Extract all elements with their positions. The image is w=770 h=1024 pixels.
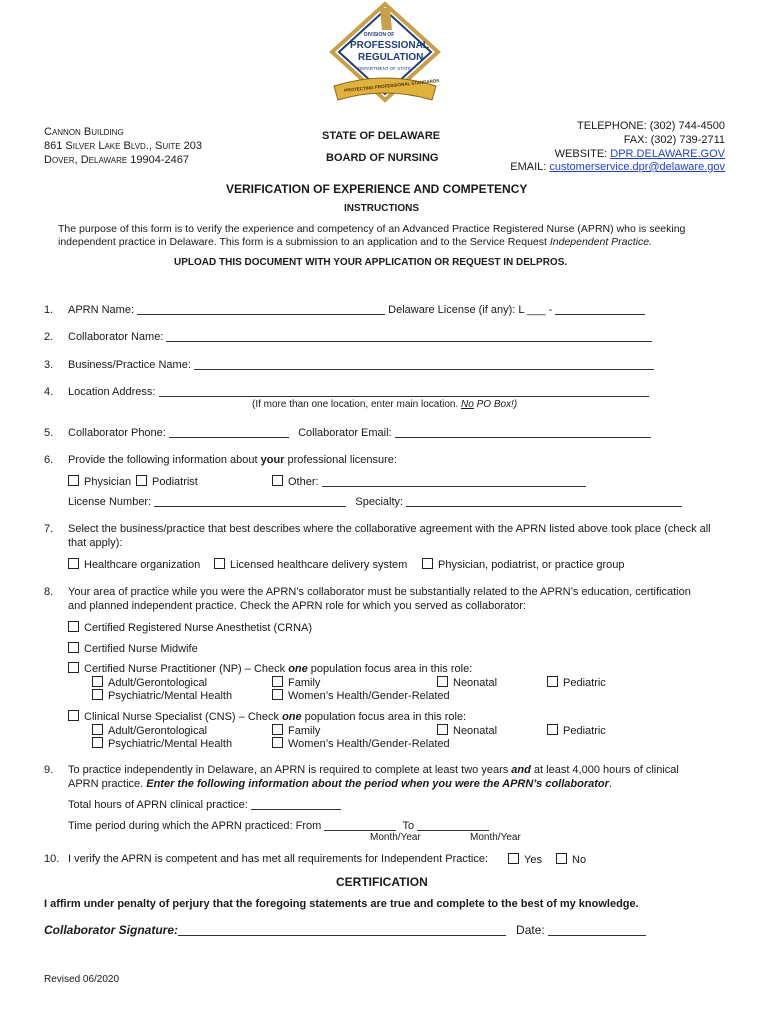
website-label: WEBSITE: xyxy=(554,148,611,160)
from-field[interactable] xyxy=(324,820,396,831)
cns-label-b: population focus area in this role: xyxy=(301,711,467,723)
website xyxy=(555,148,725,160)
q9-line2 xyxy=(68,778,612,790)
email xyxy=(510,161,725,173)
np-psych-label: Psychiatric/Mental Health xyxy=(108,690,233,702)
certification-statement: I affirm under penalty of perjury that the foregoing statements are true and complete to the best of my knowledge. xyxy=(44,898,639,910)
q8-line1: Your area of practice while you were the APRN’s collaborator must be substantially related to the APRN’s education, certification xyxy=(68,586,691,598)
cns-checkbox[interactable] xyxy=(68,710,79,721)
license-number-field[interactable] xyxy=(154,496,346,507)
address-city: Dover, Delaware 19904-2467 xyxy=(44,154,189,166)
q3-row xyxy=(68,359,654,371)
logo-ribbon: PROTECTING PROFESSIONAL STANDARDS xyxy=(343,78,440,93)
q9-line1-a: To practice independently in Delaware, an APRN is required to complete at least two years xyxy=(68,764,512,776)
q8-number: 8. xyxy=(44,586,54,598)
to-label: To xyxy=(402,820,415,832)
instructions-line2-italic: Independent Practice. xyxy=(549,236,652,248)
np-pediatric-option[interactable] xyxy=(547,676,606,689)
q6-license-row xyxy=(68,496,682,508)
location-note xyxy=(252,399,517,410)
collaborator-email-label: Collaborator Email: xyxy=(298,427,392,439)
licensed-system-option[interactable] xyxy=(214,558,407,571)
email-link[interactable]: customerservice.dpr@delaware.gov xyxy=(549,161,725,173)
cns-family-option[interactable] xyxy=(272,724,320,737)
np-pediatric-checkbox[interactable] xyxy=(547,676,558,687)
location-note-b: PO Box!) xyxy=(473,399,518,410)
crna-option[interactable] xyxy=(68,621,312,634)
midwife-option[interactable] xyxy=(68,642,198,655)
certification-heading: CERTIFICATION xyxy=(336,875,428,889)
np-label-a: Certified Nurse Practitioner (NP) – Check xyxy=(84,663,289,675)
physician-label: Physician xyxy=(84,476,132,488)
logo-top-text: DIVISION OF xyxy=(364,32,395,38)
q4-number: 4. xyxy=(44,386,54,398)
other-checkbox[interactable] xyxy=(272,475,283,486)
q9-number: 9. xyxy=(44,764,54,776)
other-field[interactable] xyxy=(322,476,586,487)
cns-womens-label: Women’s Health/Gender-Related xyxy=(288,738,450,750)
licensed-system-checkbox[interactable] xyxy=(214,558,225,569)
location-note-a: (If more than one location, enter main location. xyxy=(252,399,462,410)
crna-checkbox[interactable] xyxy=(68,621,79,632)
aprn-name-label: APRN Name: xyxy=(68,304,135,316)
np-pediatric-label: Pediatric xyxy=(563,677,606,689)
instructions-line2-text: independent practice in Delaware. This form is a submission to an application and to the Service Request xyxy=(58,236,550,248)
q2-row xyxy=(68,331,652,343)
collaborator-email-field[interactable] xyxy=(395,427,651,438)
yes-option[interactable] xyxy=(508,853,542,866)
np-womens-label: Women’s Health/Gender-Related xyxy=(288,690,450,702)
q10-row xyxy=(68,853,488,865)
cns-adult-label: Adult/Gerontological xyxy=(108,725,208,737)
q10-number: 10. xyxy=(44,853,60,865)
instructions-line1: The purpose of this form is to verify the experience and competency of an Advanced Practice Registered Nurse (APRN) who is seeking xyxy=(58,223,686,235)
address-street: 861 Silver Lake Blvd., Suite 203 xyxy=(44,140,202,152)
q2-number: 2. xyxy=(44,331,54,343)
yes-label: Yes xyxy=(524,854,542,866)
cns-psych-label: Psychiatric/Mental Health xyxy=(108,738,233,750)
no-checkbox[interactable] xyxy=(556,853,567,864)
cns-psych-checkbox[interactable] xyxy=(92,737,103,748)
np-neonatal-label: Neonatal xyxy=(453,677,498,689)
practice-group-checkbox[interactable] xyxy=(422,558,433,569)
podiatrist-checkbox[interactable] xyxy=(136,475,147,486)
signature-field[interactable] xyxy=(178,925,506,936)
q6-number: 6. xyxy=(44,454,54,466)
telephone: TELEPHONE: (302) 744-4500 xyxy=(577,120,725,132)
cns-womens-checkbox[interactable] xyxy=(272,737,283,748)
q5-number: 5. xyxy=(44,427,54,439)
q1-number: 1. xyxy=(44,304,54,316)
q9-line1 xyxy=(68,764,679,776)
form-title: VERIFICATION OF EXPERIENCE AND COMPETENCY xyxy=(226,182,528,196)
other-label: Other: xyxy=(288,476,319,488)
business-name-field[interactable] xyxy=(194,359,654,370)
location-note-no: No xyxy=(461,399,474,410)
delaware-license-field[interactable] xyxy=(555,304,645,315)
np-adult-checkbox[interactable] xyxy=(92,676,103,687)
np-family-checkbox[interactable] xyxy=(272,676,283,687)
cns-label-a: Clinical Nurse Specialist (CNS) – Check xyxy=(84,711,283,723)
cns-adult-option[interactable] xyxy=(92,724,207,737)
board-title: BOARD OF NURSING xyxy=(326,152,439,164)
q9-line2-c: . xyxy=(608,778,612,790)
cns-option[interactable] xyxy=(68,710,466,723)
q8-line2: and planned independent practice. Check the APRN role for which you served as collaborator: xyxy=(68,600,526,612)
cns-pediatric-checkbox[interactable] xyxy=(547,724,558,735)
licensed-system-label: Licensed healthcare delivery system xyxy=(230,559,408,571)
cns-psych-option[interactable] xyxy=(92,737,232,750)
podiatrist-label: Podiatrist xyxy=(152,476,198,488)
collaborator-phone-label: Collaborator Phone: xyxy=(68,427,166,439)
cns-neonatal-checkbox[interactable] xyxy=(437,724,448,735)
specialty-field[interactable] xyxy=(406,496,682,507)
from-monthyear-hint: Month/Year xyxy=(370,832,421,843)
q5-row xyxy=(68,427,651,439)
upload-note: UPLOAD THIS DOCUMENT WITH YOUR APPLICATION OR REQUEST IN DELPROS. xyxy=(174,257,568,268)
midwife-checkbox[interactable] xyxy=(68,642,79,653)
q6-text-b: professional licensure: xyxy=(284,454,397,466)
healthcare-org-checkbox[interactable] xyxy=(68,558,79,569)
fax: FAX: (302) 739-2711 xyxy=(623,134,725,146)
cns-family-checkbox[interactable] xyxy=(272,724,283,735)
midwife-label: Certified Nurse Midwife xyxy=(84,643,198,655)
q6-text-bold: your xyxy=(260,454,285,466)
practice-group-label: Physician, podiatrist, or practice group xyxy=(438,559,625,571)
to-monthyear-hint: Month/Year xyxy=(470,832,521,843)
q4-row xyxy=(68,386,649,398)
state-title: STATE OF DELAWARE xyxy=(322,130,441,142)
total-hours-row xyxy=(68,799,341,811)
date-label: Date: xyxy=(516,923,545,937)
address-building: Cannon Building xyxy=(44,126,124,138)
cns-adult-checkbox[interactable] xyxy=(92,724,103,735)
np-psych-checkbox[interactable] xyxy=(92,689,103,700)
np-psych-option[interactable] xyxy=(92,689,232,702)
instructions-line2 xyxy=(58,236,652,248)
website-link[interactable]: DPR.DELAWARE.GOV xyxy=(610,148,725,160)
signature-row xyxy=(44,923,646,937)
q9-line2-a: APRN practice. xyxy=(68,778,147,790)
yes-checkbox[interactable] xyxy=(508,853,519,864)
date-field[interactable] xyxy=(548,925,646,936)
q9-line2-b: Enter the following information about the period when you were the APRN’s collaborator xyxy=(146,778,609,790)
np-checkbox[interactable] xyxy=(68,662,79,673)
collaborator-name-field[interactable] xyxy=(166,331,652,342)
total-hours-field[interactable] xyxy=(251,799,341,810)
np-neonatal-checkbox[interactable] xyxy=(437,676,448,687)
np-womens-option[interactable] xyxy=(272,689,450,702)
q6-text xyxy=(68,454,397,466)
collaborator-phone-field[interactable] xyxy=(169,427,289,438)
aprn-name-field[interactable] xyxy=(137,304,385,315)
cns-neonatal-option[interactable] xyxy=(437,724,497,737)
delaware-license-label: Delaware License (if any): L ___ - xyxy=(388,304,556,316)
no-label: No xyxy=(572,854,587,866)
q3-number: 3. xyxy=(44,359,54,371)
logo-name-line2: REGULATION xyxy=(358,52,424,63)
crna-label: Certified Registered Nurse Anesthetist (CRNA) xyxy=(84,622,313,634)
np-family-option[interactable] xyxy=(272,676,320,689)
total-hours-label: Total hours of APRN clinical practice: xyxy=(68,799,248,811)
cns-family-label: Family xyxy=(288,725,321,737)
np-adult-option[interactable] xyxy=(92,676,207,689)
physician-option[interactable] xyxy=(68,475,131,488)
no-option[interactable] xyxy=(556,853,586,866)
np-label-b: population focus area in this role: xyxy=(307,663,473,675)
specialty-label: Specialty: xyxy=(355,496,404,508)
license-number-label: License Number: xyxy=(68,496,152,508)
collaborator-name-label: Collaborator Name: xyxy=(68,331,164,343)
q1-row xyxy=(68,304,645,316)
cns-neonatal-label: Neonatal xyxy=(453,725,498,737)
cns-label-one: one xyxy=(282,711,302,723)
location-address-field[interactable] xyxy=(159,386,649,397)
business-name-label: Business/Practice Name: xyxy=(68,359,191,371)
q9-line1-b: at least 4,000 hours of clinical xyxy=(530,764,679,776)
instructions-heading: INSTRUCTIONS xyxy=(344,203,419,214)
time-period-row xyxy=(68,820,489,832)
location-address-label: Location Address: xyxy=(68,386,156,398)
np-label-one: one xyxy=(288,663,308,675)
division-logo xyxy=(320,0,450,118)
logo-dept: DEPARTMENT OF STATE xyxy=(358,66,412,71)
logo-name-line1: PROFESSIONAL xyxy=(350,40,429,51)
q10-text: I verify the APRN is competent and has met all requirements for Independent Practice: xyxy=(68,853,489,865)
cns-pediatric-label: Pediatric xyxy=(563,725,606,737)
revised-date: Revised 06/2020 xyxy=(44,974,120,985)
other-option[interactable] xyxy=(272,475,586,488)
physician-checkbox[interactable] xyxy=(68,475,79,486)
podiatrist-option[interactable] xyxy=(136,475,198,488)
q7-line2: that apply): xyxy=(68,537,123,549)
q9-line1-and: and xyxy=(511,764,531,776)
email-label: EMAIL: xyxy=(510,161,550,173)
signature-label: Collaborator Signature: xyxy=(44,923,179,937)
np-option[interactable] xyxy=(68,662,472,675)
cns-pediatric-option[interactable] xyxy=(547,724,606,737)
q7-line1: Select the business/practice that best describes where the collaborative agreement with the APRN listed above took place (check all xyxy=(68,523,711,535)
to-field[interactable] xyxy=(417,820,489,831)
np-family-label: Family xyxy=(288,677,321,689)
practice-group-option[interactable] xyxy=(422,558,624,571)
np-neonatal-option[interactable] xyxy=(437,676,497,689)
q7-number: 7. xyxy=(44,523,54,535)
cns-womens-option[interactable] xyxy=(272,737,450,750)
q6-text-a: Provide the following information about xyxy=(68,454,261,466)
np-adult-label: Adult/Gerontological xyxy=(108,677,208,689)
healthcare-org-option[interactable] xyxy=(68,558,200,571)
time-period-label: Time period during which the APRN practiced: From xyxy=(68,820,322,832)
healthcare-org-label: Healthcare organization xyxy=(84,559,201,571)
np-womens-checkbox[interactable] xyxy=(272,689,283,700)
